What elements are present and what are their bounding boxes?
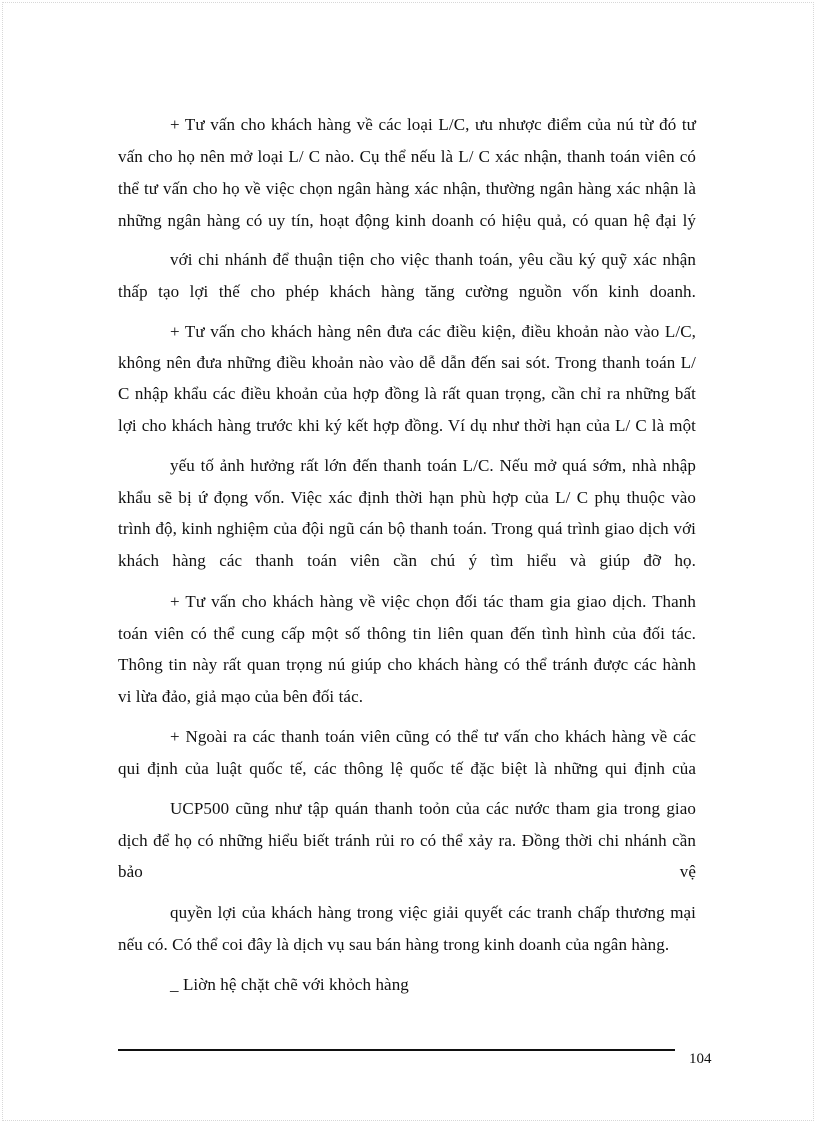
- text-line: C nhập khẩu các điều khoản của hợp đồng là rất quan trọng, cần chỉ ra những bất: [118, 384, 696, 403]
- text-line: qui định của luật quốc tế, các thông lệ quốc tế đặc biệt là những qui định của: [118, 759, 696, 778]
- section-heading: _ Liờn hệ chặt chẽ với khỏch hàng: [170, 975, 409, 994]
- text-line: trình độ, kinh nghiệm của đội ngũ cán bộ thanh toán. Trong quá trình giao dịch với: [118, 519, 696, 538]
- text-line: bảo vệ: [118, 862, 696, 881]
- text-line: vấn cho họ nên mở loại L/ C nào. Cụ thể nếu là L/ C xác nhận, thanh toán viên có: [118, 147, 696, 166]
- text-line: nếu có. Có thể coi đây là dịch vụ sau bán hàng trong kinh doanh của ngân hàng.: [118, 935, 670, 954]
- text-line: + Ngoài ra các thanh toán viên cũng có thể tư vấn cho khách hàng về các: [170, 727, 696, 746]
- text-line: không nên đưa những điều khoản nào vào dễ dẫn đến sai sót. Trong thanh toán L/: [118, 353, 696, 372]
- text-line: khách hàng các thanh toán viên cần chú ý tìm hiểu và giúp đỡ họ.: [118, 551, 696, 570]
- text-line: khẩu sẽ bị ứ đọng vốn. Việc xác định thời hạn phù hợp của L/ C phụ thuộc vào: [118, 488, 696, 507]
- page-number: 104: [689, 1051, 712, 1067]
- text-line: thể tư vấn cho họ về việc chọn ngân hàng xác nhận, thường ngân hàng xác nhận là: [118, 179, 696, 198]
- text-line: lợi cho khách hàng trước khi ký kết hợp đồng. Ví dụ như thời hạn của L/ C là một: [118, 416, 696, 435]
- text-line: thấp tạo lợi thế cho phép khách hàng tăng cường nguồn vốn kinh doanh.: [118, 282, 696, 301]
- text-line: quyền lợi của khách hàng trong việc giải quyết các tranh chấp thương mại: [170, 903, 696, 922]
- text-line: UCP500 cũng như tập quán thanh toỏn của các nước tham gia trong giao: [170, 799, 696, 818]
- text-line: yếu tố ảnh hưởng rất lớn đến thanh toán L/C. Nếu mở quá sớm, nhà nhập: [170, 456, 696, 475]
- text-line: toán viên có thể cung cấp một số thông tin liên quan đến tình hình của đối tác.: [118, 624, 696, 643]
- footer-rule: [118, 1049, 675, 1051]
- text-line: + Tư vấn cho khách hàng nên đưa các điều kiện, điều khoản nào vào L/C,: [170, 322, 696, 341]
- text-line: những ngân hàng có uy tín, hoạt động kinh doanh có hiệu quả, có quan hệ đại lý: [118, 211, 696, 230]
- text-line: + Tư vấn cho khách hàng về các loại L/C, ưu nhược điểm của nú từ đó tư: [170, 115, 696, 134]
- text-line: vi lừa đảo, giả mạo của bên đối tác.: [118, 687, 364, 706]
- text-line: Thông tin này rất quan trọng nú giúp cho khách hàng có thể tránh được các hành: [118, 655, 696, 674]
- text-line: với chi nhánh để thuận tiện cho việc thanh toán, yêu cầu ký quỹ xác nhận: [170, 250, 696, 269]
- text-line: dịch để họ có những hiểu biết tránh rủi ro có thể xảy ra. Đồng thời chi nhánh cần: [118, 831, 696, 850]
- text-line: + Tư vấn cho khách hàng về việc chọn đối tác tham gia giao dịch. Thanh: [170, 592, 696, 611]
